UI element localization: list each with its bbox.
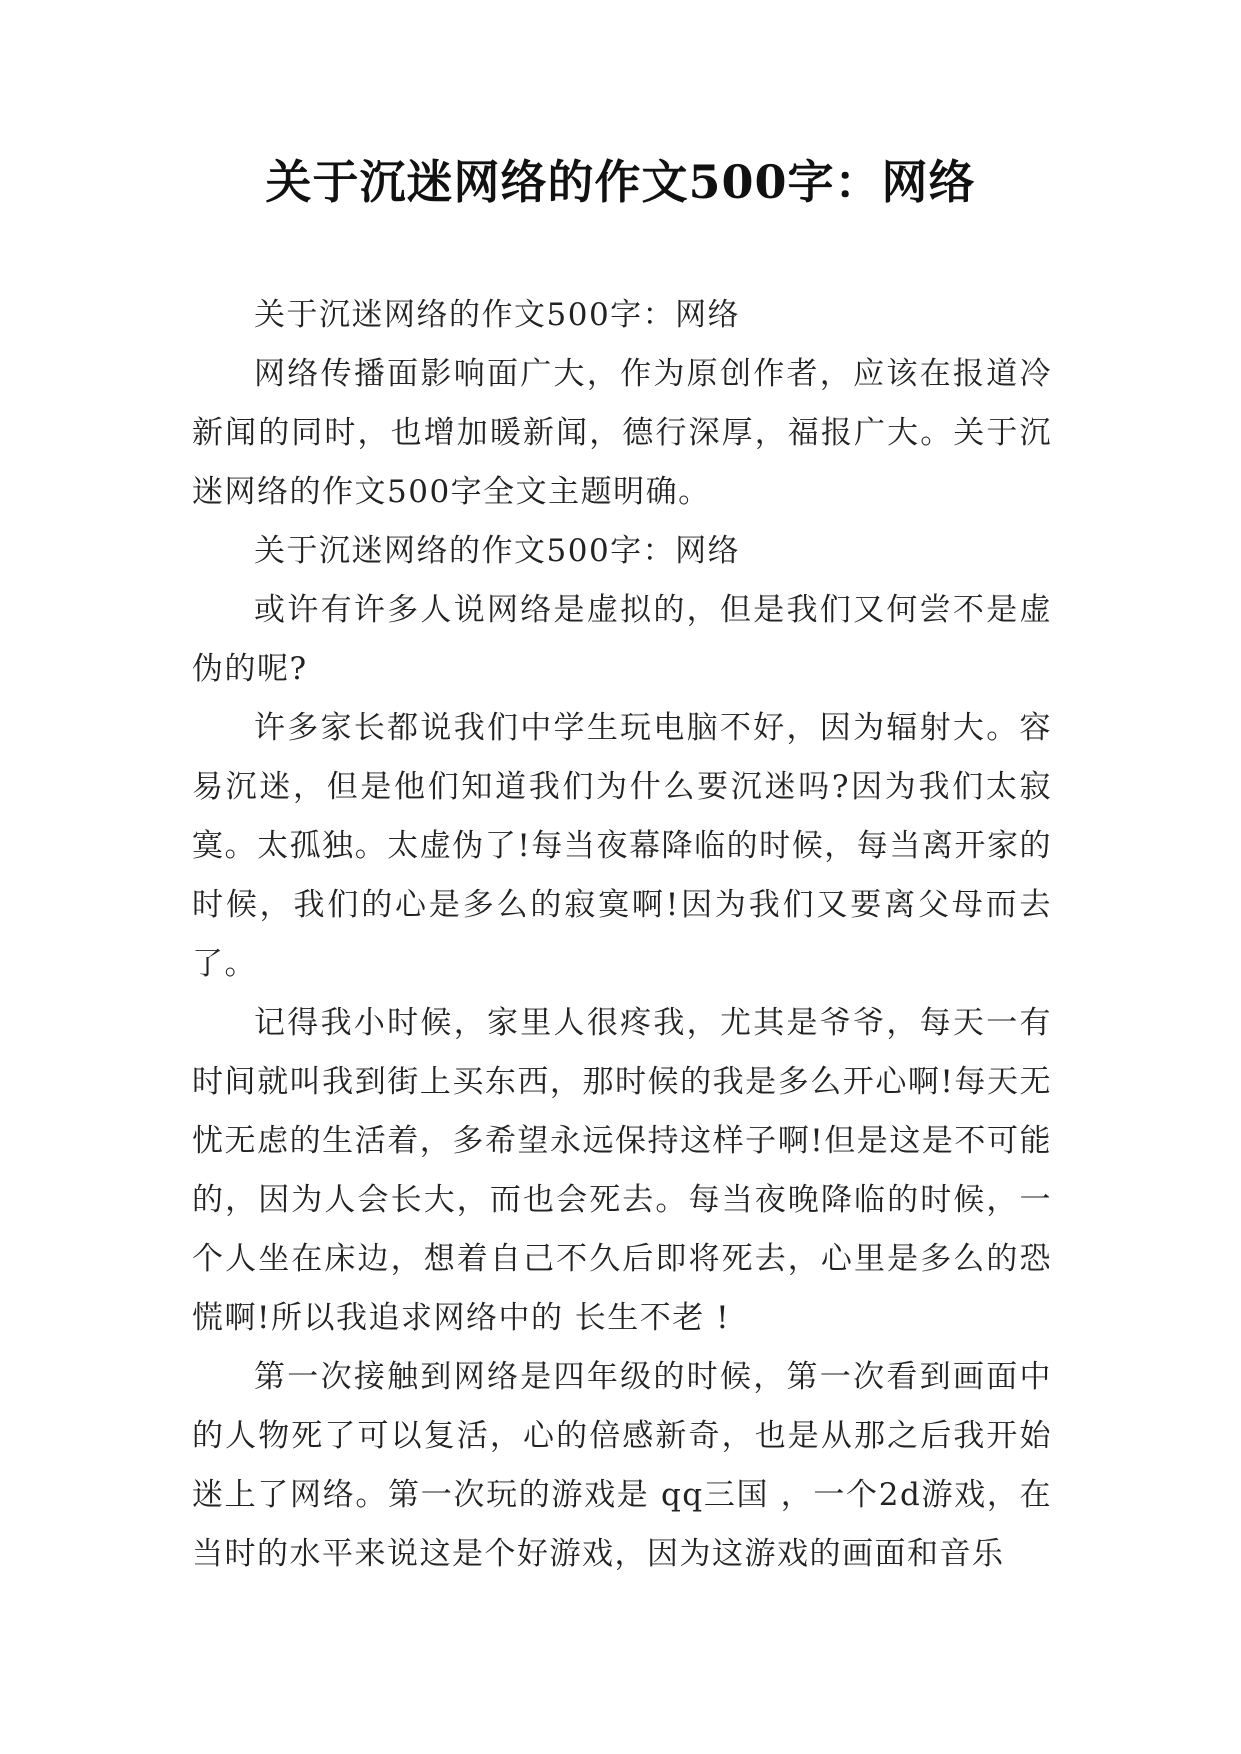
paragraph: 第一次接触到网络是四年级的时候，第一次看到画面中的人物死了可以复活，心的倍感新奇，也是从那之后我开始迷上了网络。第一次玩的游戏是 qq三国 ，一个2d游戏，在当时的水平来说这是个好游戏，因为这游戏的画面和音乐 xyxy=(192,1359,1052,1572)
paragraph: 记得我小时候，家里人很疼我，尤其是爷爷，每天一有时间就叫我到街上买东西，那时候的我是多么开心啊!每天无忧无虑的生活着，多希望永远保持这样子啊!但是这是不可能的，因为人会长大，而也会死去。每当夜晚降临的时候，一个人坐在床边，想着自己不久后即将死去，心里是多么的恐慌啊!所以我追求网络中的 长生不老 ! xyxy=(192,1005,1052,1336)
paragraph: 网络传播面影响面广大，作为原创作者，应该在报道冷新闻的同时，也增加暖新闻，德行深厚，福报广大。关于沉迷网络的作文500字全文主题明确。 xyxy=(192,356,1052,510)
document-title: 关于沉迷网络的作文500字：网络 xyxy=(265,155,976,209)
paragraph: 关于沉迷网络的作文500字：网络 xyxy=(254,297,741,333)
document-body xyxy=(192,286,1052,1584)
paragraph: 许多家长都说我们中学生玩电脑不好，因为辐射大。容易沉迷，但是他们知道我们为什么要沉迷吗?因为我们太寂寞。太孤独。太虚伪了!每当夜幕降临的时候，每当离开家的时候，我们的心是多么的寂寞啊!因为我们又要离父母而去了。 xyxy=(192,710,1052,982)
paragraph: 关于沉迷网络的作文500字：网络 xyxy=(254,533,741,569)
paragraph: 或许有许多人说网络是虚拟的，但是我们又何尝不是虚伪的呢? xyxy=(192,592,1052,687)
